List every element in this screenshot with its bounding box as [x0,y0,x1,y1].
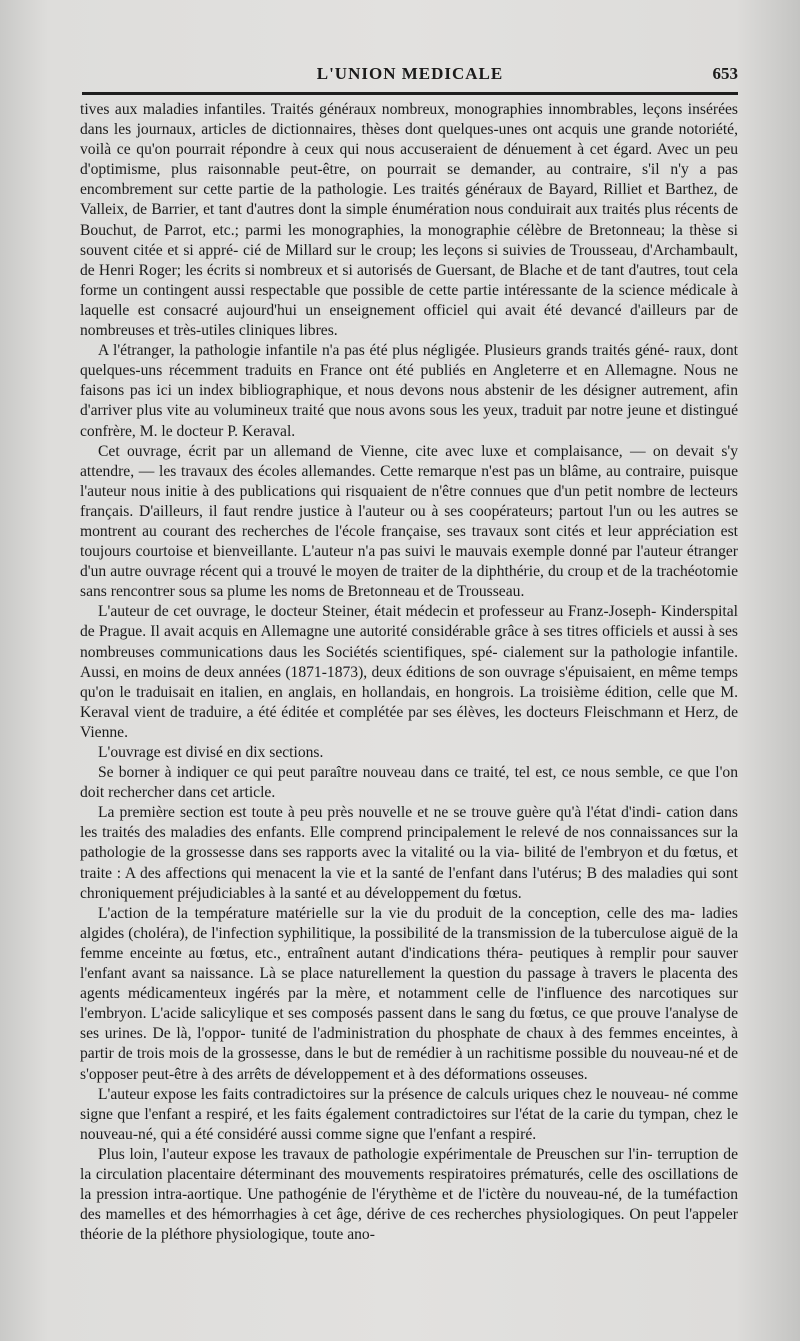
paragraph: A l'étranger, la pathologie infantile n'a pas été plus négligée. Plusieurs grands traités géné- raux, dont quelques-uns récemment traduits en France ont été publiés en Angleterre et en Allemagne. Nous ne faisons pas ici un index bibliographique, et nous devons nous abstenir de les désigner autrement, afin d'arriver plus vite au volumineux traité que nous avons sous les yeux, traduit par notre jeune et distingué confrère, M. le docteur P. Keraval. [80,342,738,440]
page-header [82,58,738,88]
paragraph: tives aux maladies infantiles. Traités généraux nombreux, monographies innombrables, leçons insérées dans les journaux, articles de dictionnaires, thèses dont quelques-unes ont acquis une grande notoriété, voilà ce qu'on pourrait répondre à ceux qui nous accuseraient de dénuement à cet égard. Avec un peu d'optimisme, plus raisonnable peut-être, on pourrait se demander, au contraire, s'il n'y a pas encombrement sur cette partie de la pathologie. Les traités généraux de Bayard, Rilliet et Barthez, de Valleix, de Barrier, et tant d'autres dont la simple énumération nous conduirait aux traités plus récents de Bouchut, de Parrot, etc.; parmi les monographies, la monographie célèbre de Bretonneau; la thèse si souvent citée et si appré- cié de Millard sur le croup; les leçons si suivies de Trousseau, d'Archambault, de Henri Roger; les écrits si nombreux et si autorisés de Guersant, de Blache et de tant d'autres, tout cela forme un contingent aussi respectable que possible de cette partie intéressante de la science médicale à laquelle est consacré aujourd'hui un enseignement officiel qui avait été devancé d'ailleurs par de nombreuses et très-utiles cliniques libres. [80,101,738,340]
paragraph: Cet ouvrage, écrit par un allemand de Vienne, cite avec luxe et complaisance, — on devait s'y attendre, — les travaux des écoles allemandes. Cette remarque n'est pas un blâme, au contraire, puisque l'auteur nous initie à des publications qui risquaient de n'être connues que d'un petit nombre de lecteurs français. D'ailleurs, il faut rendre justice à l'auteur ou à ses coopérateurs; partout l'un ou les autres se montrent au courant des recherches de l'école française, ses travaux sont cités et leur appréciation est toujours courtoise et bienveillante. L'auteur n'a pas suivi le mauvais exemple donné par l'auteur étranger d'un autre ouvrage récent qui a trouvé le moyen de traiter de la diphthérie, du croup et de la trachéotomie sans rencontrer sous sa plume les noms de Bretonneau et de Trousseau. [80,442,738,601]
paragraph: Se borner à indiquer ce qui peut paraître nouveau dans ce traité, tel est, ce nous semble, ce que l'on doit rechercher dans cet article. [80,764,738,802]
paragraph: L'auteur de cet ouvrage, le docteur Steiner, était médecin et professeur au Franz-Joseph- Kinderspital de Prague. Il avait acquis en Allemagne une autorité considérable grâce à ses titres officiels et aussi à ses nombreuses communications daus les Sociétés scientifiques, spé- cialement sur la pathologie infantile. Aussi, en moins de deux années (1871-1873), deux éditions de son ouvrage s'épuisaient, en même temps qu'on le traduisait en italien, en anglais, en hollandais, en hongrois. La troisième édition, celle que M. Keraval vient de traduire, a été éditée et complétée par ses élèves, les docteurs Fleischmann et Herz, de Vienne. [80,603,738,741]
paragraph: L'action de la température matérielle sur la vie du produit de la conception, celle des ma- ladies algides (choléra), de l'infection syphilitique, la possibilité de la transmission de la tuberculose aiguë de la femme enceinte au fœtus, etc., entraînent autant d'indications théra- peutiques à remplir pour sauver l'enfant avant sa naissance. Là se place naturellement la question du passage à travers le placenta des agents médicamenteux ingérés par la mère, et notamment celle de l'influence des narcotiques sur l'embryon. L'acide salicylique et ses composés passent dans le sang du fœtus, ce que prouve l'analyse de ses urines. De là, l'oppor- tunité de l'administration du phosphate de chaux à des femmes enceintes, à partir de trois mois de la grossesse, dans le but de remédier à un rachitisme possible du nouveau-né et de s'opposer peut-être à des arrêts de développement et à des déformations osseuses. [80,904,738,1083]
header-rule [82,92,738,95]
running-title: L'UNION MEDICALE [316,64,504,83]
paragraph: Plus loin, l'auteur expose les travaux de pathologie expérimentale de Preuschen sur l'in- terruption de la circulation placentaire déterminant des mouvements respiratoires prématurés, celle des oscillations de la pression intra-aortique. Une pathogénie de l'érythème et de l'ictère du nouveau-né, de la tuméfaction des mamelles et des hémorrhagies à cet âge, dérive de ces recherches physiologiques. On peut l'appeler théorie de la pléthore physiologique, toute ano- [80,1145,738,1244]
body-text [80,100,738,1245]
page-number: 653 [712,64,738,83]
paragraph: La première section est toute à peu près nouvelle et ne se trouve guère qu'à l'état d'indi- cation dans les traités des maladies des enfants. Elle comprend principalement le relevé de nos connaissances sur la pathologie de la grossesse dans ses rapports avec la vitalité ou la via- bilité de l'embryon et du fœtus, et traite : A des affections qui menacent la vie et la santé de l'enfant dans l'utérus; B des maladies qui sont chroniquement préjudiciables à la santé et au développement du fœtus. [80,804,738,902]
paragraph: L'ouvrage est divisé en dix sections. [98,744,324,761]
paragraph: L'auteur expose les faits contradictoires sur la présence de calculs uriques chez le nouveau- né comme signe que l'enfant a respiré, et les faits également contradictoires sur l'état de la carie du tympan, chez le nouveau-né, qui a été considéré aussi comme signe que l'enfant a respiré. [80,1085,738,1143]
